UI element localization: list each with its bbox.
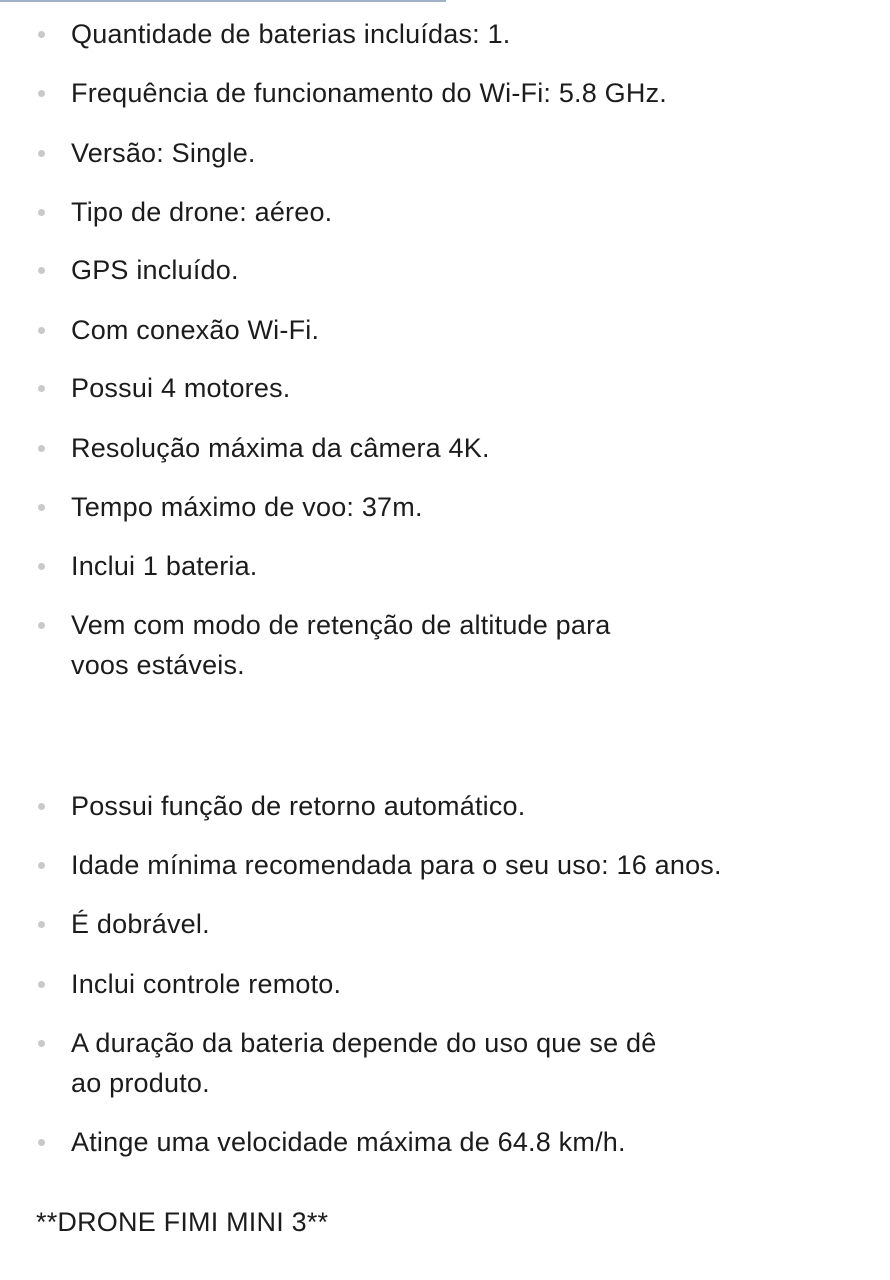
bullet-icon xyxy=(38,1139,45,1146)
bullet-icon xyxy=(38,1040,45,1047)
list-item-text: GPS incluído. xyxy=(71,255,239,285)
list-item-text: Quantidade de baterias incluídas: 1. xyxy=(71,19,511,49)
list-item-text: Vem com modo de retenção de altitude para voos estáveis. xyxy=(71,610,611,680)
bullet-icon xyxy=(38,504,45,511)
bullet-icon xyxy=(38,981,45,988)
product-title: **DRONE FIMI MINI 3** xyxy=(36,1207,329,1237)
list-item-text: Idade mínima recomendada para o seu uso: 16 anos. xyxy=(71,850,722,880)
list-item-text: Com conexão Wi-Fi. xyxy=(71,315,320,345)
bullet-icon xyxy=(38,267,45,274)
list-item-text: Atinge uma velocidade máxima de 64.8 km/h. xyxy=(71,1127,626,1157)
list-item-text: Possui 4 motores. xyxy=(71,373,291,403)
list-item-text: Resolução máxima da câmera 4K. xyxy=(71,433,490,463)
bullet-icon xyxy=(38,90,45,97)
bullet-icon xyxy=(38,445,45,452)
list-item-text: Tempo máximo de voo: 37m. xyxy=(71,492,423,522)
bullet-icon xyxy=(38,622,45,629)
bullet-icon xyxy=(38,150,45,157)
bullet-icon xyxy=(38,209,45,216)
bullet-icon xyxy=(38,31,45,38)
bullet-icon xyxy=(38,563,45,570)
list-item-text: Possui função de retorno automático. xyxy=(71,791,526,821)
list-item-text: Inclui controle remoto. xyxy=(71,969,342,999)
list-item-text: A duração da bateria depende do uso que se dê ao produto. xyxy=(71,1028,657,1098)
bullet-icon xyxy=(38,862,45,869)
bullet-icon xyxy=(38,803,45,810)
list-item-text: Inclui 1 bateria. xyxy=(71,551,258,581)
bullet-icon xyxy=(38,327,45,334)
list-item-text: Tipo de drone: aéreo. xyxy=(71,197,333,227)
list-item-text: Versão: Single. xyxy=(71,138,256,168)
bullet-icon xyxy=(38,921,45,928)
bullet-icon xyxy=(38,385,45,392)
list-item-text: É dobrável. xyxy=(71,909,210,939)
list-item-text: Frequência de funcionamento do Wi-Fi: 5.8 GHz. xyxy=(71,78,667,108)
